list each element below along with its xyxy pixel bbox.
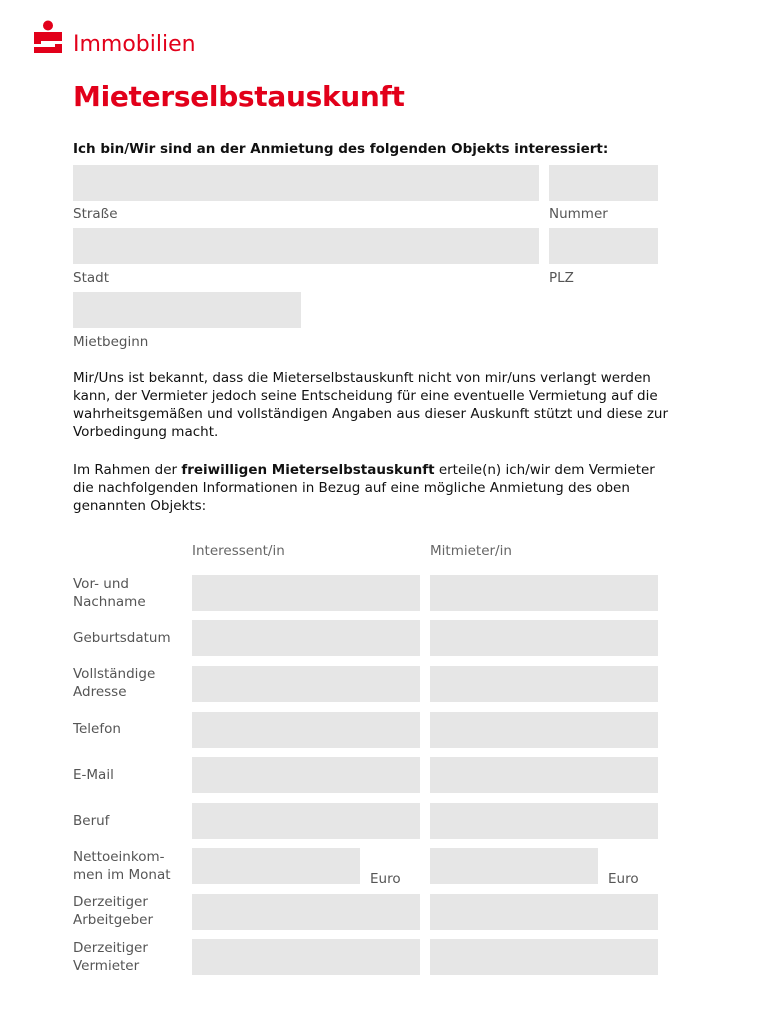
applicant-email-field[interactable]: [192, 757, 420, 793]
row-label-phone: Telefon: [73, 721, 121, 737]
info-paragraph-end: erteile(n) ich/wir dem Vermieter die nachfolgenden Informationen in Bezug auf eine mögliche Anmietung des oben genannten Objekts:: [73, 462, 655, 514]
cotenant-address-field[interactable]: [430, 666, 658, 702]
disclaimer-paragraph: Mir/Uns ist bekannt, dass die Mieterselbstauskunft nicht von mir/uns verlangt werden kann, der Vermieter jedoch seine Entscheidung für eine eventuelle Vermietung auf die wahrheitsgemäßen und vollständigen Angaben aus dieser Auskunft stützt und diese zur Vorbedingung macht.: [73, 370, 669, 440]
row-label-income: [73, 848, 183, 884]
row-label-income-line2: men im Monat: [73, 867, 171, 883]
applicant-name-field[interactable]: [192, 575, 420, 611]
page-title: Mieterselbstauskunft: [73, 80, 405, 113]
row-label-address: [73, 665, 183, 701]
rental-start-label: Mietbeginn: [73, 334, 149, 350]
row-label-name-line2: Nachname: [73, 594, 146, 610]
street-label: Straße: [73, 206, 118, 222]
row-label-landlord-line2: Vermieter: [73, 958, 140, 974]
column-header-applicant: Interessent/in: [192, 543, 285, 559]
row-label-address-line1: Vollständige: [73, 666, 156, 682]
row-label-employer-line2: Arbeitgeber: [73, 912, 154, 928]
city-label: Stadt: [73, 270, 109, 286]
zip-label: PLZ: [549, 270, 574, 286]
zip-field[interactable]: [549, 228, 658, 264]
applicant-address-field[interactable]: [192, 666, 420, 702]
row-label-landlord-line1: Derzeitiger: [73, 940, 148, 956]
number-field[interactable]: [549, 165, 658, 201]
cotenant-job-field[interactable]: [430, 803, 658, 839]
cotenant-email-field[interactable]: [430, 757, 658, 793]
row-label-name-line1: Vor- und: [73, 576, 129, 592]
cotenant-income-field[interactable]: [430, 848, 598, 884]
row-label-income-line1: Nettoeinkom-: [73, 849, 165, 865]
cotenant-employer-field[interactable]: [430, 894, 658, 930]
street-field[interactable]: [73, 165, 539, 201]
applicant-currency-label: Euro: [370, 871, 401, 887]
row-label-address-line2: Adresse: [73, 684, 127, 700]
applicant-birthdate-field[interactable]: [192, 620, 420, 656]
cotenant-name-field[interactable]: [430, 575, 658, 611]
cotenant-phone-field[interactable]: [430, 712, 658, 748]
row-label-landlord: [73, 939, 183, 975]
rental-start-field[interactable]: [73, 292, 301, 328]
info-paragraph-start: Im Rahmen der: [73, 462, 182, 478]
applicant-job-field[interactable]: [192, 803, 420, 839]
row-label-job: Beruf: [73, 813, 110, 829]
applicant-phone-field[interactable]: [192, 712, 420, 748]
brand-name: Immobilien: [73, 32, 196, 57]
city-field[interactable]: [73, 228, 539, 264]
info-paragraph-bold: freiwilligen Mieterselbstauskunft: [181, 462, 435, 478]
applicant-employer-field[interactable]: [192, 894, 420, 930]
row-label-employer: [73, 893, 183, 929]
applicant-landlord-field[interactable]: [192, 939, 420, 975]
row-label-email: E-Mail: [73, 767, 114, 783]
sparkasse-s-icon: [32, 20, 64, 60]
cotenant-currency-label: Euro: [608, 871, 639, 887]
column-header-cotenant: Mitmieter/in: [430, 543, 512, 559]
intro-text: Ich bin/Wir sind an der Anmietung des folgenden Objekts interessiert:: [73, 141, 609, 157]
row-label-birthdate: Geburtsdatum: [73, 630, 171, 646]
applicant-income-field[interactable]: [192, 848, 360, 884]
row-label-employer-line1: Derzeitiger: [73, 894, 148, 910]
number-label: Nummer: [549, 206, 608, 222]
cotenant-landlord-field[interactable]: [430, 939, 658, 975]
row-label-name: [73, 575, 183, 611]
cotenant-birthdate-field[interactable]: [430, 620, 658, 656]
info-paragraph: [73, 461, 673, 515]
